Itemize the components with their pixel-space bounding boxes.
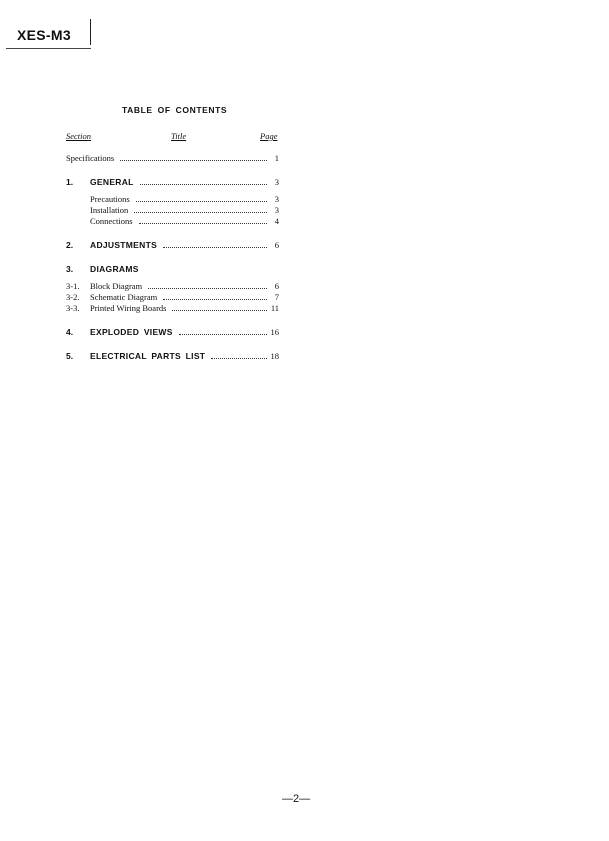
toc-entry-label: Block Diagram xyxy=(90,281,143,291)
toc-entry-page: 1 xyxy=(274,153,279,163)
toc-entry-page: 4 xyxy=(274,216,279,226)
column-header-title: Title xyxy=(171,131,187,141)
toc-entry-block-diagram[interactable] xyxy=(66,281,279,292)
dot-leader xyxy=(148,281,267,289)
toc-entry-label: Specifications xyxy=(66,153,115,163)
dot-leader xyxy=(172,303,266,311)
toc-entry-number: 2. xyxy=(66,240,74,250)
dot-leader xyxy=(179,327,267,335)
toc-entry-page: 6 xyxy=(274,281,279,291)
dot-leader xyxy=(120,153,267,161)
toc-entry-page: 16 xyxy=(270,327,279,337)
toc-entry-page: 3 xyxy=(274,177,279,187)
toc-entry-number: 3-1. xyxy=(66,281,80,291)
dot-leader xyxy=(163,240,267,248)
toc-entry-printed-wiring-boards[interactable] xyxy=(66,303,279,314)
toc-entry-label: Schematic Diagram xyxy=(90,292,158,302)
dot-leader xyxy=(134,205,267,213)
toc-entry-page: 3 xyxy=(274,205,279,215)
toc-entry-specifications[interactable] xyxy=(66,153,279,164)
toc-entry-page: 18 xyxy=(270,351,279,361)
dot-leader xyxy=(211,351,266,359)
toc-entry-label: EXPLODED VIEWS xyxy=(90,327,173,337)
toc-entry-label: Installation xyxy=(90,205,129,215)
toc-entry-label: DIAGRAMS xyxy=(90,264,139,274)
toc-entry-schematic-diagram[interactable] xyxy=(66,292,279,303)
page-number: —2— xyxy=(282,793,311,805)
toc-entry-general[interactable] xyxy=(66,177,279,188)
toc-entry-diagrams[interactable] xyxy=(66,264,279,275)
dot-leader xyxy=(139,216,268,224)
header-rule xyxy=(6,48,91,49)
column-header-section: Section xyxy=(66,131,92,141)
toc-title: TABLE OF CONTENTS xyxy=(122,105,228,115)
toc-entry-number: 3-2. xyxy=(66,292,80,302)
toc-entry-number: 1. xyxy=(66,177,74,187)
dot-leader xyxy=(140,177,267,185)
toc-entry-precautions[interactable] xyxy=(66,194,279,205)
toc-entry-number: 4. xyxy=(66,327,74,337)
toc-entry-page: 6 xyxy=(274,240,279,250)
toc-entry-label: Printed Wiring Boards xyxy=(90,303,167,313)
toc-entry-label: ADJUSTMENTS xyxy=(90,240,158,250)
dot-leader xyxy=(163,292,267,300)
toc-entry-label: Connections xyxy=(90,216,133,226)
toc-entry-installation[interactable] xyxy=(66,205,279,216)
toc-entry-page: 7 xyxy=(274,292,279,302)
toc-entry-electrical-parts-list[interactable] xyxy=(66,351,279,362)
toc-entry-adjustments[interactable] xyxy=(66,240,279,251)
dot-leader xyxy=(136,194,267,202)
column-header-page: Page xyxy=(260,131,278,141)
model-code: XES-M3 xyxy=(17,27,71,43)
toc-entry-page: 11 xyxy=(270,303,279,313)
toc-entry-exploded-views[interactable] xyxy=(66,327,279,338)
toc-entry-connections[interactable] xyxy=(66,216,279,227)
toc-entry-page: 3 xyxy=(274,194,279,204)
toc-entry-label: GENERAL xyxy=(90,177,134,187)
toc-entry-label: Precautions xyxy=(90,194,130,204)
toc-entry-number: 5. xyxy=(66,351,74,361)
toc-entry-number: 3. xyxy=(66,264,74,274)
toc-entry-label: ELECTRICAL PARTS LIST xyxy=(90,351,206,361)
toc-entry-number: 3-3. xyxy=(66,303,80,313)
